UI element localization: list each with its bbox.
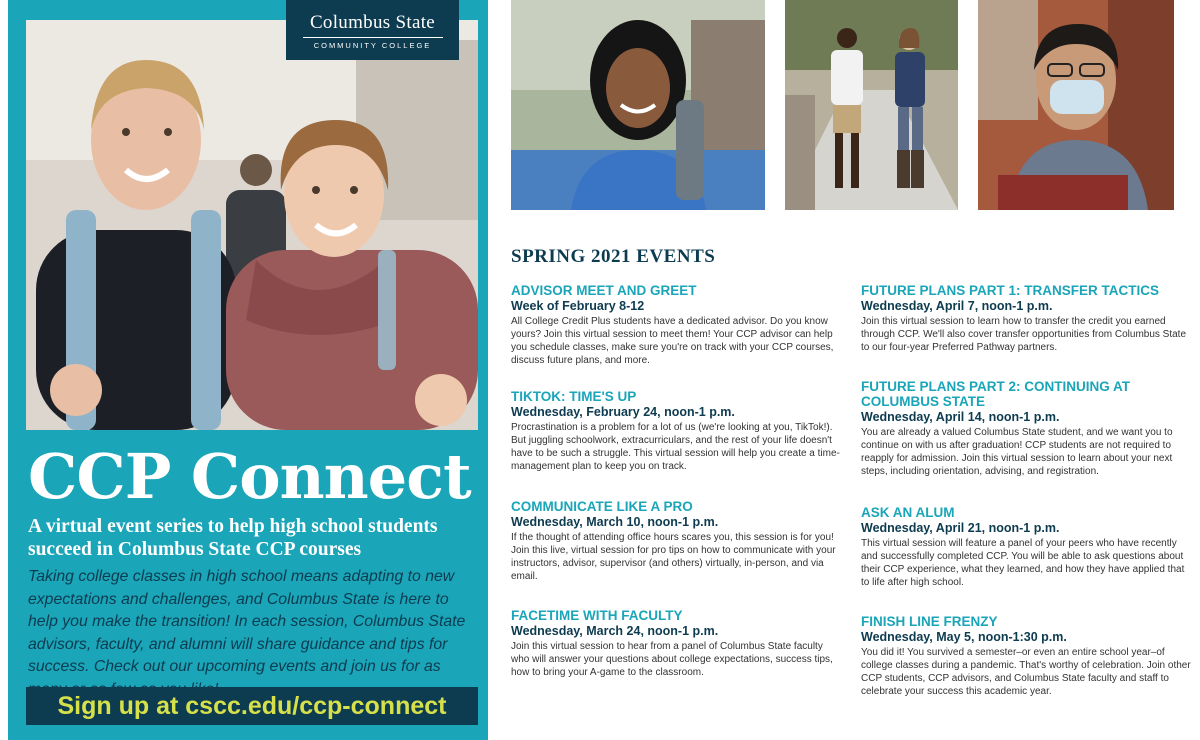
event-date: Week of February 8-12	[511, 299, 645, 313]
event-description: This virtual session will feature a panel of your peers who have recently and successfully completed CCP. You will be able to ask questions about their CCP experience, what they learned, and how they have applied that to life after high school.	[861, 538, 1185, 588]
event-title: FACETIME WITH FACULTY	[511, 608, 683, 623]
event-advisor-meet-and-greet	[511, 283, 841, 367]
event-date: Wednesday, April 14, noon-1 p.m.	[861, 410, 1060, 424]
photo-students-walking	[785, 0, 958, 210]
event-description: Join this virtual session to hear from a panel of Columbus State faculty who will answer your questions about college expectations, success tips, how to bring your A-game to the classroom.	[511, 641, 833, 678]
event-description: Procrastination is a problem for a lot of us (we're looking at you, TikTok!). But juggling schoolwork, extracurriculars, and the rest of your life doesn't have to be such a struggle. This virtual session will help you create a time-management plan to keep you on track.	[511, 422, 840, 472]
event-description: You are already a valued Columbus State student, and we want you to continue on with us after graduation! CCP students are not required to reapply for admission. Join this virtual session to learn about your next steps, including orientation, advising, and registration.	[861, 427, 1173, 477]
event-date: Wednesday, April 21, noon-1 p.m.	[861, 521, 1060, 535]
event-title: TIKTOK: TIME'S UP	[511, 389, 637, 404]
page-title: CCP Connect	[28, 440, 471, 513]
hero-photo-students	[26, 20, 478, 430]
event-title: ADVISOR MEET AND GREET	[511, 283, 697, 298]
event-description: All College Credit Plus students have a dedicated advisor. Do you know yours? Join this virtual session to meet them! Your CCP advisor can help you schedule classes, make sure you're on track with your CCP courses, discuss future plans, and more.	[511, 316, 834, 366]
signup-banner[interactable]	[26, 687, 478, 725]
logo-name: Columbus State	[309, 12, 436, 33]
event-description: If the thought of attending office hours scares you, this session is for you! Join this live, virtual session for pro tips on how to communicate with your instructors, advisor, supervisor (and others) virtually, in-person, and via email.	[511, 532, 836, 582]
event-description: You did it! You survived a semester–or even an entire school year–of college classes during a pandemic. That's worthy of celebration. Join other CCP students, CCP advisors, and Columbus State faculty and staff to celebrate your success this academic year.	[861, 647, 1191, 697]
event-date: Wednesday, March 24, noon-1 p.m.	[511, 624, 719, 638]
logo-divider	[303, 37, 443, 38]
event-ask-an-alum	[861, 505, 1191, 589]
event-title: FUTURE PLANS PART 2: CONTINUING AT COLUMBUS STATE	[861, 379, 1130, 409]
left-panel	[8, 0, 488, 740]
logo-subtitle: COMMUNITY COLLEGE	[313, 41, 432, 50]
event-communicate-like-a-pro	[511, 499, 841, 583]
event-title: FUTURE PLANS PART 1: TRANSFER TACTICS	[861, 283, 1159, 298]
event-description: Join this virtual session to learn how to transfer the credit you earned through CCP. We'll also cover transfer opportunities from Columbus State to our four-year Preferred Pathway partners.	[861, 316, 1187, 353]
columbus-state-logo	[286, 0, 459, 60]
signup-link[interactable]: Sign up at cscc.edu/ccp-connect	[57, 692, 447, 720]
event-tiktok-times-up	[511, 389, 841, 473]
photo-student-hijab	[511, 0, 765, 210]
page-subtitle: A virtual event series to help high school students succeed in Columbus State CCP courses	[28, 516, 438, 560]
event-finish-line-frenzy	[861, 614, 1191, 698]
events-heading: SPRING 2021 EVENTS	[511, 246, 716, 267]
event-date: Wednesday, February 24, noon-1 p.m.	[511, 405, 735, 419]
event-date: Wednesday, April 7, noon-1 p.m.	[861, 299, 1053, 313]
event-future-plans-part-2	[861, 379, 1191, 478]
event-title: ASK AN ALUM	[861, 505, 955, 520]
event-date: Wednesday, May 5, noon-1:30 p.m.	[861, 630, 1067, 644]
event-facetime-with-faculty	[511, 608, 841, 679]
event-date: Wednesday, March 10, noon-1 p.m.	[511, 515, 719, 529]
photo-student-mask	[978, 0, 1174, 210]
intro-paragraph: Taking college classes in high school means adapting to new expectations and challenges, and Columbus State is here to help you make the transition! In each session, Columbus State advisors, faculty, and alumni will share guidance and tips for success. Check out our upcoming events and join us for as	[28, 568, 466, 676]
event-future-plans-part-1	[861, 283, 1191, 354]
event-title: FINISH LINE FRENZY	[861, 614, 998, 629]
event-title: COMMUNICATE LIKE A PRO	[511, 499, 693, 514]
